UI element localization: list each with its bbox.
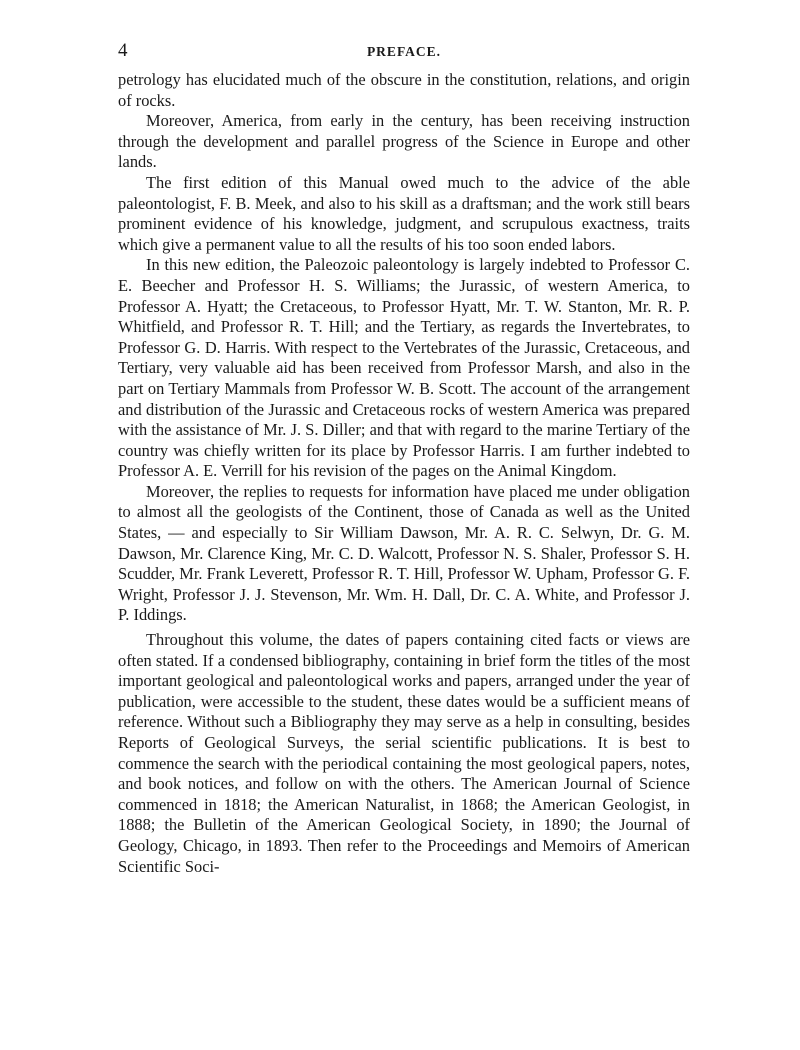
running-head [118,40,690,70]
paragraph-6: Throughout this volume, the dates of papers containing cited facts or views are often stated. If a condensed bibliography, containing in brief form the titles of the most important geological and paleontological works and papers, arranged under the year of publication, were accessible to the student, these dates would be a sufficient means of reference. Without such a Bibliography they may serve as a help in consulting, besides Reports of Geological Surveys, the serial scientific publications. It is best to commence the search with the periodical containing the most geological papers, notes, and book notices, and follow on with the others. The American Journal of Science commenced in 1818; the American Naturalist, in 1868; the American Geologist, in 1888; the Bulletin of the American Geological Society, in 1890; the Journal of Geology, Chicago, in 1893. Then refer to the Proceedings and Memoirs of American Scientific Soci- [118,630,690,876]
paragraph-1: petrology has elucidated much of the obscure in the constitution, relations, and origin of rocks. [118,70,690,110]
preface-body [118,70,690,877]
paragraph-5: Moreover, the replies to requests for information have placed me under obligation to almost all the geologists of the Continent, those of Canada as well as the United States, — and especially to Sir William Dawson, Mr. A. R. C. Selwyn, Dr. G. M. Dawson, Mr. Clarence King, Mr. C. D. Walcott, Professor N. S. Shaler, Professor S. H. Scudder, Mr. Frank Leverett, Professor R. T. Hill, Professor W. Upham, Professor G. F. Wright, Professor J. J. Stevenson, Mr. Wm. H. Dall, Dr. C. A. White, and Professor J. P. Iddings. [118,481,690,625]
header-title: PREFACE. [366,44,442,59]
paragraph-2: Moreover, America, from early in the century, has been receiving instruction through the development and parallel progress of the Science in Europe and other lands. [118,111,690,172]
paragraph-3: The first edition of this Manual owed much to the advice of the able paleontologist, F. B. Meek, and also to his skill as a draftsman; and the work still bears prominent evidence of his knowledge, judgment, and scrupulous exactness, traits which give a permanent value to all the results of his too soon ended labors. [118,172,690,254]
paragraph-4: In this new edition, the Paleozoic paleontology is largely indebted to Professor C. E. Beecher and Professor H. S. Williams; the Jurassic, of western America, to Professor A. Hyatt; the Cretaceous, to Professor Hyatt, Mr. T. W. Stanton, Mr. R. P. Whitfield, and Professor R. T. Hill; and the Tertiary, as regards the Invertebrates, to Professor G. D. Harris. With respect to the Vertebrates of the Jurassic, Cretaceous, and Tertiary, very valuable aid has been received from Professor Marsh, and also in the part on Tertiary Mammals from Professor W. B. Scott. The account of the arrangement and distribution of the Jurassic and Cretaceous rocks of western America was prepared with the assistance of Mr. J. S. Diller; and that with regard to the marine Tertiary of the country was chiefly written for its place by Professor Harris. I am further indebted to Professor A. E. Verrill for his revision of the pages on the Animal Kingdom. [118,255,690,481]
document-page [118,40,690,877]
page-number: 4 [118,40,128,61]
